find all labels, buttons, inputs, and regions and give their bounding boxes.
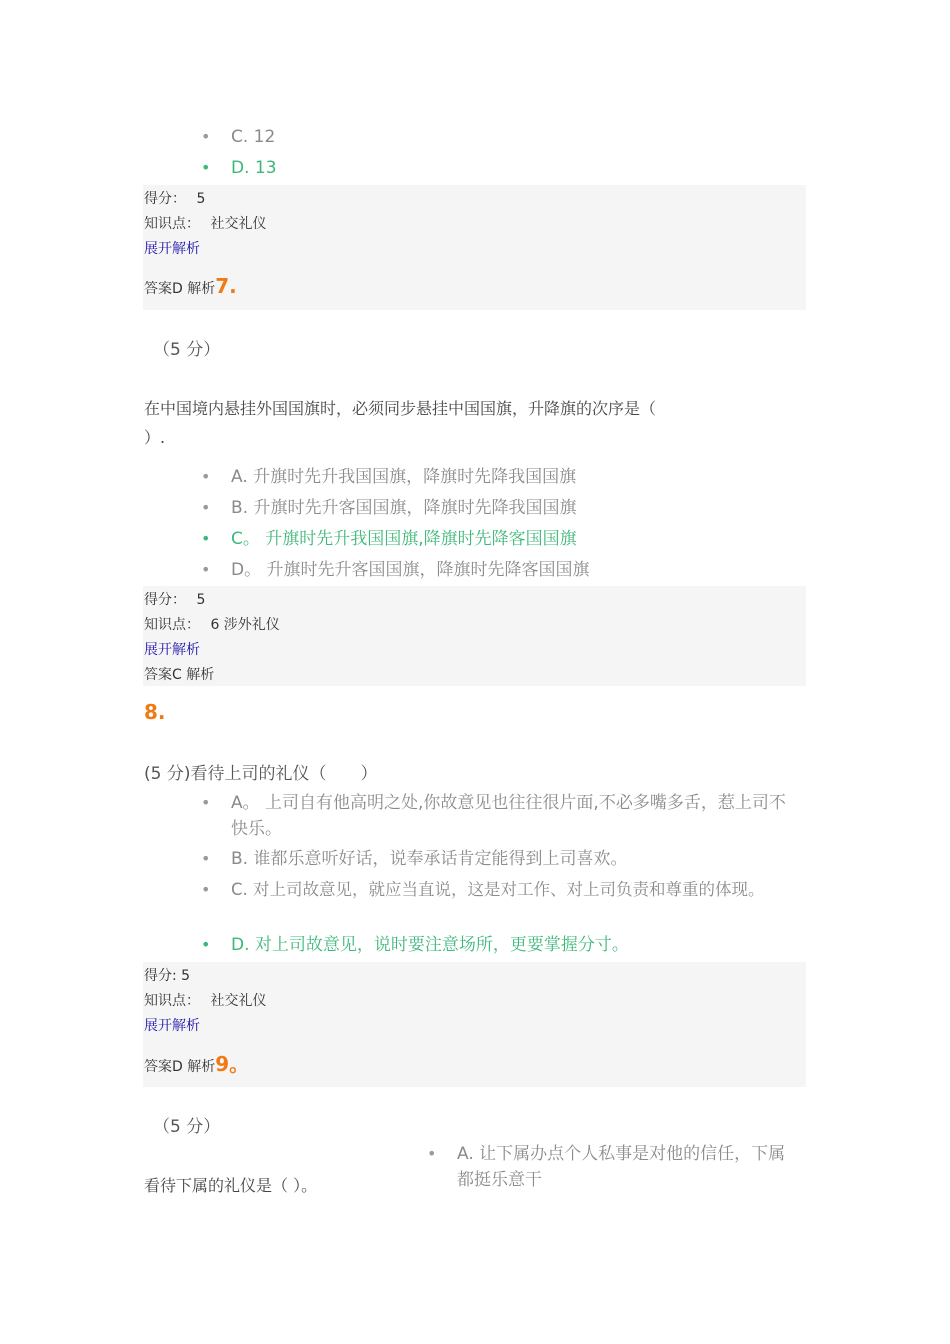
- topic-value: 社交礼仪: [210, 216, 267, 232]
- topic-value: 6 涉外礼仪: [210, 617, 280, 633]
- answer-text: 答案D 解析: [144, 1059, 216, 1075]
- option-label: D. 对上司故意见，说时要注意场所，更要掌握分寸。: [231, 935, 629, 955]
- bullet-icon: •: [201, 127, 211, 146]
- q6-score: [144, 189, 205, 209]
- option-label: B. 谁都乐意听好话，说奉承话肯定能得到上司喜欢。: [231, 849, 628, 869]
- q9-stem: 看待下属的礼仪是（ ）。: [144, 1176, 318, 1195]
- score-value: 5: [196, 592, 206, 608]
- q8-option-a: [201, 790, 801, 842]
- q7-stem-line2: ）.: [144, 428, 166, 447]
- bullet-icon: •: [201, 467, 211, 486]
- option-label: C. 对上司故意见，就应当直说，这是对工作、对上司负责和尊重的体现。: [231, 880, 765, 899]
- q7-topic: [144, 615, 280, 635]
- q8-stem: (5 分)看待上司的礼仪（ ）: [144, 764, 378, 784]
- option-label: D。 升旗时先升客国国旗，降旗时先降客国国旗: [231, 560, 590, 580]
- question-number-7: 7.: [215, 274, 237, 298]
- score-label: 得分：: [144, 191, 186, 207]
- q7-answer: 答案C 解析: [144, 667, 215, 683]
- q6-topic: [144, 214, 266, 234]
- bullet-icon: •: [201, 880, 211, 899]
- bullet-icon: •: [201, 529, 211, 548]
- q7-stem-line1: 在中国境内悬挂外国国旗时，必须同步悬挂中国国旗，升降旗的次序是（: [144, 399, 657, 418]
- option-label: B. 升旗时先升客国国旗，降旗时先降我国国旗: [231, 498, 577, 518]
- option-label: A. 升旗时先升我国国旗，降旗时先降我国国旗: [231, 467, 577, 487]
- bullet-icon: •: [201, 158, 211, 177]
- option-label: C。 升旗时先升我国国旗,降旗时先降客国国旗: [231, 529, 577, 549]
- q8-score: 得分: 5: [144, 968, 191, 984]
- option-label: A. 让下属办点个人私事是对他的信任，下属都挺乐意干: [457, 1144, 786, 1190]
- q7-option-d: [201, 557, 590, 583]
- q7-expand-link[interactable]: 展开解析: [144, 642, 200, 658]
- q9-points: （5 分）: [153, 1117, 221, 1137]
- question-number-8: 8.: [144, 700, 166, 724]
- q8-topic: [144, 991, 266, 1011]
- q8-answer: [144, 1054, 249, 1077]
- q9-option-a: [427, 1141, 802, 1193]
- q7-option-b: [201, 495, 577, 521]
- q6-expand-link[interactable]: 展开解析: [144, 241, 200, 257]
- answer-text: 答案D 解析: [144, 281, 216, 297]
- bullet-icon: •: [201, 849, 211, 868]
- q7-option-a: [201, 464, 577, 490]
- q6-answer: [144, 276, 237, 299]
- bullet-icon: •: [201, 560, 211, 579]
- q8-option-b: [201, 846, 628, 872]
- score-label: 得分：: [144, 592, 186, 608]
- question-number-9: 9。: [215, 1052, 250, 1076]
- topic-label: 知识点：: [144, 216, 200, 232]
- q8-expand-link[interactable]: 展开解析: [144, 1018, 200, 1034]
- q6-option-c: [201, 124, 276, 150]
- q8-option-c: [201, 877, 765, 903]
- bullet-icon: •: [201, 498, 211, 517]
- q7-points: （5 分）: [153, 340, 221, 360]
- option-label: D. 13: [231, 158, 277, 178]
- q7-option-c: [201, 526, 577, 552]
- q6-result-box: [143, 185, 806, 310]
- topic-value: 社交礼仪: [210, 993, 267, 1009]
- q8-option-d: [201, 932, 629, 958]
- q7-score: [144, 590, 205, 610]
- topic-label: 知识点：: [144, 993, 200, 1009]
- bullet-icon: •: [201, 935, 211, 954]
- topic-label: 知识点：: [144, 617, 200, 633]
- score-value: 5: [196, 191, 206, 207]
- q7-result-box: [143, 586, 806, 686]
- option-label: A。 上司自有他高明之处,你故意见也往往很片面,不必多嘴多舌，惹上司不快乐。: [231, 793, 786, 839]
- bullet-icon: •: [427, 1144, 437, 1163]
- bullet-icon: •: [201, 793, 211, 812]
- option-label: C. 12: [231, 127, 276, 147]
- q6-option-d: [201, 155, 277, 181]
